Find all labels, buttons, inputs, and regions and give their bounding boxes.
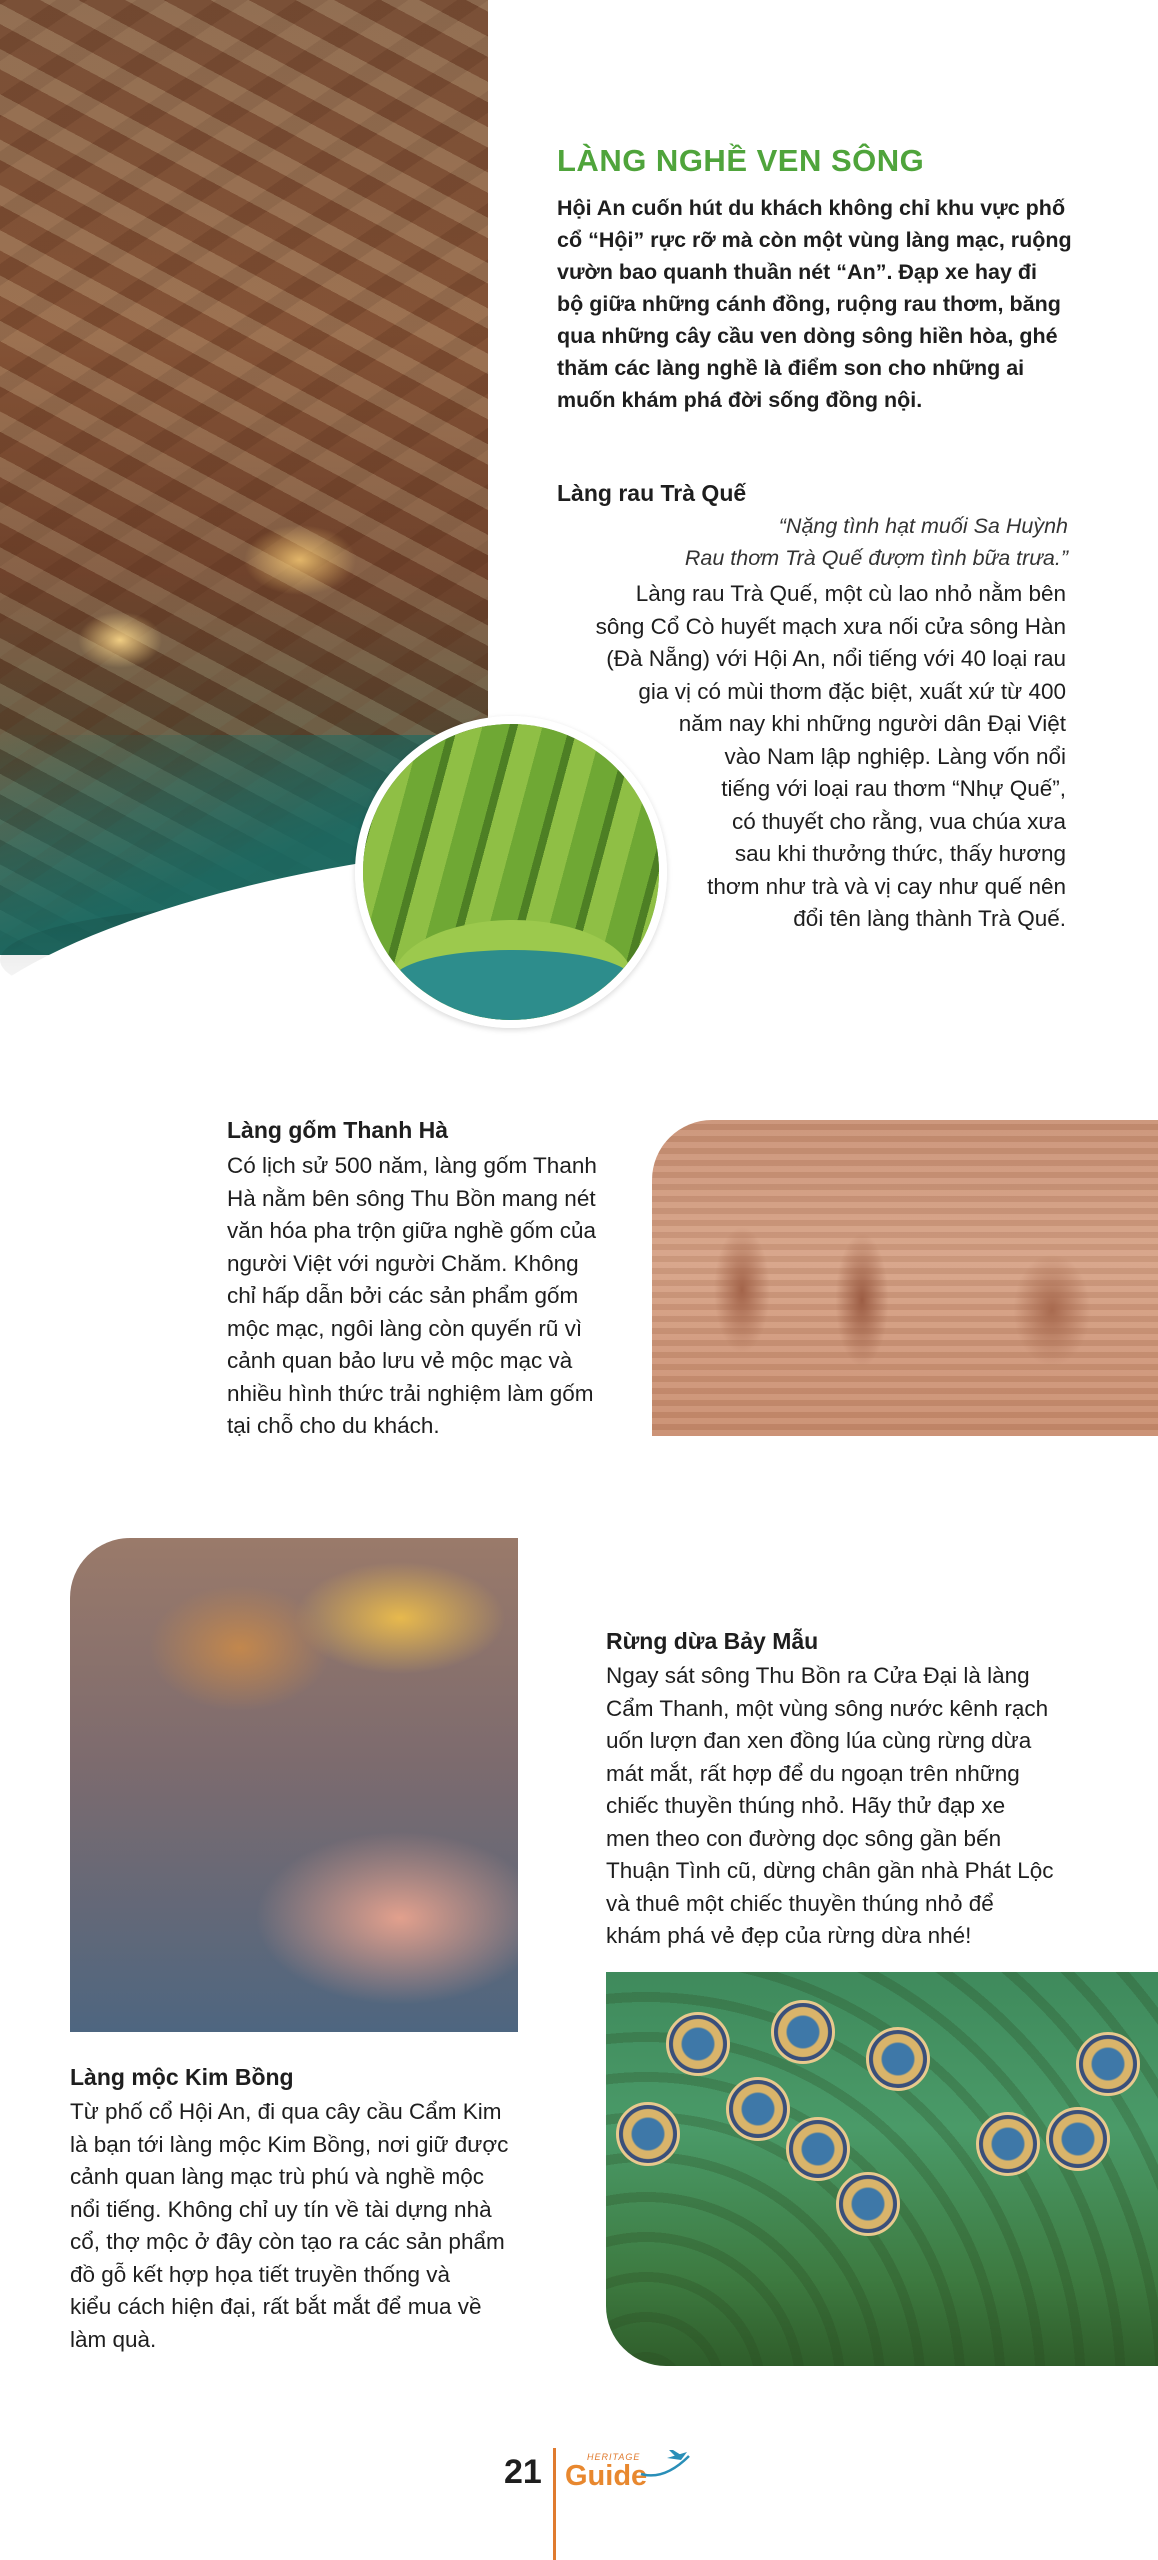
body-line: uốn lượn đan xen đồng lúa cùng rừng dừa — [606, 1728, 1032, 1753]
intro-line: Hội An cuốn hút du khách không chỉ khu vực phố — [557, 196, 1066, 220]
basket-boat-shape — [836, 2172, 900, 2236]
body-line: là bạn tới làng mộc Kim Bồng, nơi giữ được — [70, 2131, 509, 2157]
body-line: có thuyết cho rằng, vua chúa xưa — [731, 808, 1066, 834]
body-line: Từ phố cổ Hội An, đi qua cây cầu Cẩm Kim — [70, 2099, 502, 2124]
body-line: sông Cổ Cò huyết mạch xưa nối cửa sông Hàn — [595, 613, 1066, 639]
body-line: và thuê một chiếc thuyền thúng nhỏ để — [606, 1890, 994, 1916]
body-line: (Đà Nẵng) với Hội An, nổi tiếng với 40 loại rau — [606, 646, 1066, 671]
page-number: 21 — [504, 2453, 542, 2491]
tra-que-body — [540, 578, 1066, 936]
logo-guide-text: Guide — [565, 2460, 648, 2492]
thanh-ha-body — [227, 1150, 619, 1443]
intro-line: thăm các làng nghề là điểm son cho những ai — [557, 356, 1025, 380]
basket-boat-shape — [771, 2000, 835, 2064]
body-line: nổi tiếng. Không chỉ uy tín về tài dựng nhà — [70, 2196, 492, 2222]
body-line: gia vị có mùi thơm đặc biệt, xuất xứ từ 400 — [638, 678, 1066, 704]
body-line: tiếng với loại rau thơm “Nhự Quế”, — [721, 776, 1066, 801]
kim-bong-title: Làng mộc Kim Bồng — [70, 2064, 294, 2090]
plane-icon — [637, 2448, 693, 2484]
body-line: cảnh quan bảo lưu vẻ mộc mạc và — [227, 1348, 573, 1373]
thanh-ha-title: Làng gốm Thanh Hà — [227, 1117, 449, 1143]
quote-line: Rau thơm Trà Quế đượm tình bữa trưa.” — [684, 546, 1068, 570]
intro-line: bộ giữa những cánh đồng, ruộng rau thơm, băng — [557, 292, 1061, 316]
basket-boat-shape — [726, 2077, 790, 2141]
basket-boat-shape — [976, 2112, 1040, 2176]
heritage-guide-logo — [565, 2452, 695, 2502]
intro-line: muốn khám phá đời sống đồng nội. — [557, 388, 923, 412]
quote-line: “Nặng tình hạt muối Sa Huỳnh — [778, 514, 1068, 538]
body-line: đổi tên làng thành Trà Quế. — [793, 906, 1066, 931]
body-line: người Việt với người Chăm. Không — [227, 1250, 579, 1276]
intro-line: qua những cây cầu ven dòng sông hiền hòa, ghé — [557, 324, 1058, 348]
pottery-relief-photo — [652, 1120, 1158, 1436]
body-line: đồ gỗ kết hợp họa tiết truyền thống và — [70, 2261, 451, 2287]
body-line: chiếc thuyền thúng nhỏ. Hãy thử đạp xe — [606, 1793, 1006, 1818]
basket-boat-shape — [666, 2012, 730, 2076]
wood-carving-photo — [70, 1538, 518, 2032]
tra-que-title: Làng rau Trà Quế — [557, 480, 747, 506]
intro-line: cổ “Hội” rực rỡ mà còn một vùng làng mạc, ruộng — [557, 228, 1072, 252]
basket-boat-shape — [1046, 2107, 1110, 2171]
kim-bong-body — [70, 2096, 516, 2356]
bay-mau-title: Rừng dừa Bảy Mẫu — [606, 1628, 819, 1654]
body-line: năm nay khi những người dân Đại Việt — [678, 711, 1066, 736]
body-line: mát mắt, rất hợp để du ngoạn trên những — [606, 1760, 1020, 1786]
body-line: Ngay sát sông Thu Bồn ra Cửa Đại là làng — [606, 1663, 1030, 1688]
tra-que-quote — [580, 510, 1068, 574]
bay-mau-body — [606, 1660, 1068, 1953]
body-line: Có lịch sử 500 năm, làng gốm Thanh — [227, 1153, 597, 1178]
body-line: làm quà. — [70, 2326, 157, 2352]
logo-heritage-text: HERITAGE — [587, 2452, 641, 2462]
body-line: sau khi thưởng thức, thấy hương — [734, 841, 1066, 866]
body-line: cổ, thợ mộc ở đây còn tạo ra các sản phẩm — [70, 2229, 505, 2254]
basket-boat-shape — [866, 2027, 930, 2091]
section-intro — [557, 192, 1072, 416]
body-line: Hà nằm bên sông Thu Bồn mang nét — [227, 1185, 596, 1211]
body-line: Cẩm Thanh, một vùng sông nước kênh rạch — [606, 1695, 1049, 1721]
body-line: tại chỗ cho du khách. — [227, 1413, 440, 1438]
footer-divider — [553, 2448, 556, 2560]
body-line: nhiều hình thức trải nghiệm làm gốm — [227, 1380, 594, 1406]
body-line: vào Nam lập nghiệp. Làng vốn nổi — [724, 743, 1066, 769]
body-line: mộc mạc, ngôi làng còn quyến rũ vì — [227, 1315, 583, 1341]
body-line: Làng rau Trà Quế, một cù lao nhỏ nằm bên — [635, 581, 1066, 606]
intro-line: vườn bao quanh thuần nét “An”. Đạp xe hay đi — [557, 260, 1038, 284]
body-line: kiểu cách hiện đại, rất bắt mắt để mua về — [70, 2294, 482, 2319]
body-line: Thuận Tình cũ, dừng chân gần nhà Phát Lộc — [606, 1858, 1054, 1883]
body-line: khám phá vẻ đẹp của rừng dừa nhé! — [606, 1923, 972, 1948]
section-heading: LÀNG NGHỀ VEN SÔNG — [557, 143, 925, 178]
basket-boat-shape — [616, 2102, 680, 2166]
body-line: văn hóa pha trộn giữa nghề gốm của — [227, 1218, 597, 1243]
basket-boat-shape — [1076, 2032, 1140, 2096]
basket-boats-photo — [606, 1972, 1158, 2366]
body-line: cảnh quan làng mạc trù phú và nghề mộc — [70, 2164, 485, 2189]
body-line: men theo con đường dọc sông gần bến — [606, 1825, 1002, 1851]
basket-boat-shape — [786, 2117, 850, 2181]
body-line: thơm như trà và vị cay như quế nên — [707, 873, 1066, 899]
body-line: chỉ hấp dẫn bởi các sản phẩm gốm — [227, 1283, 579, 1308]
